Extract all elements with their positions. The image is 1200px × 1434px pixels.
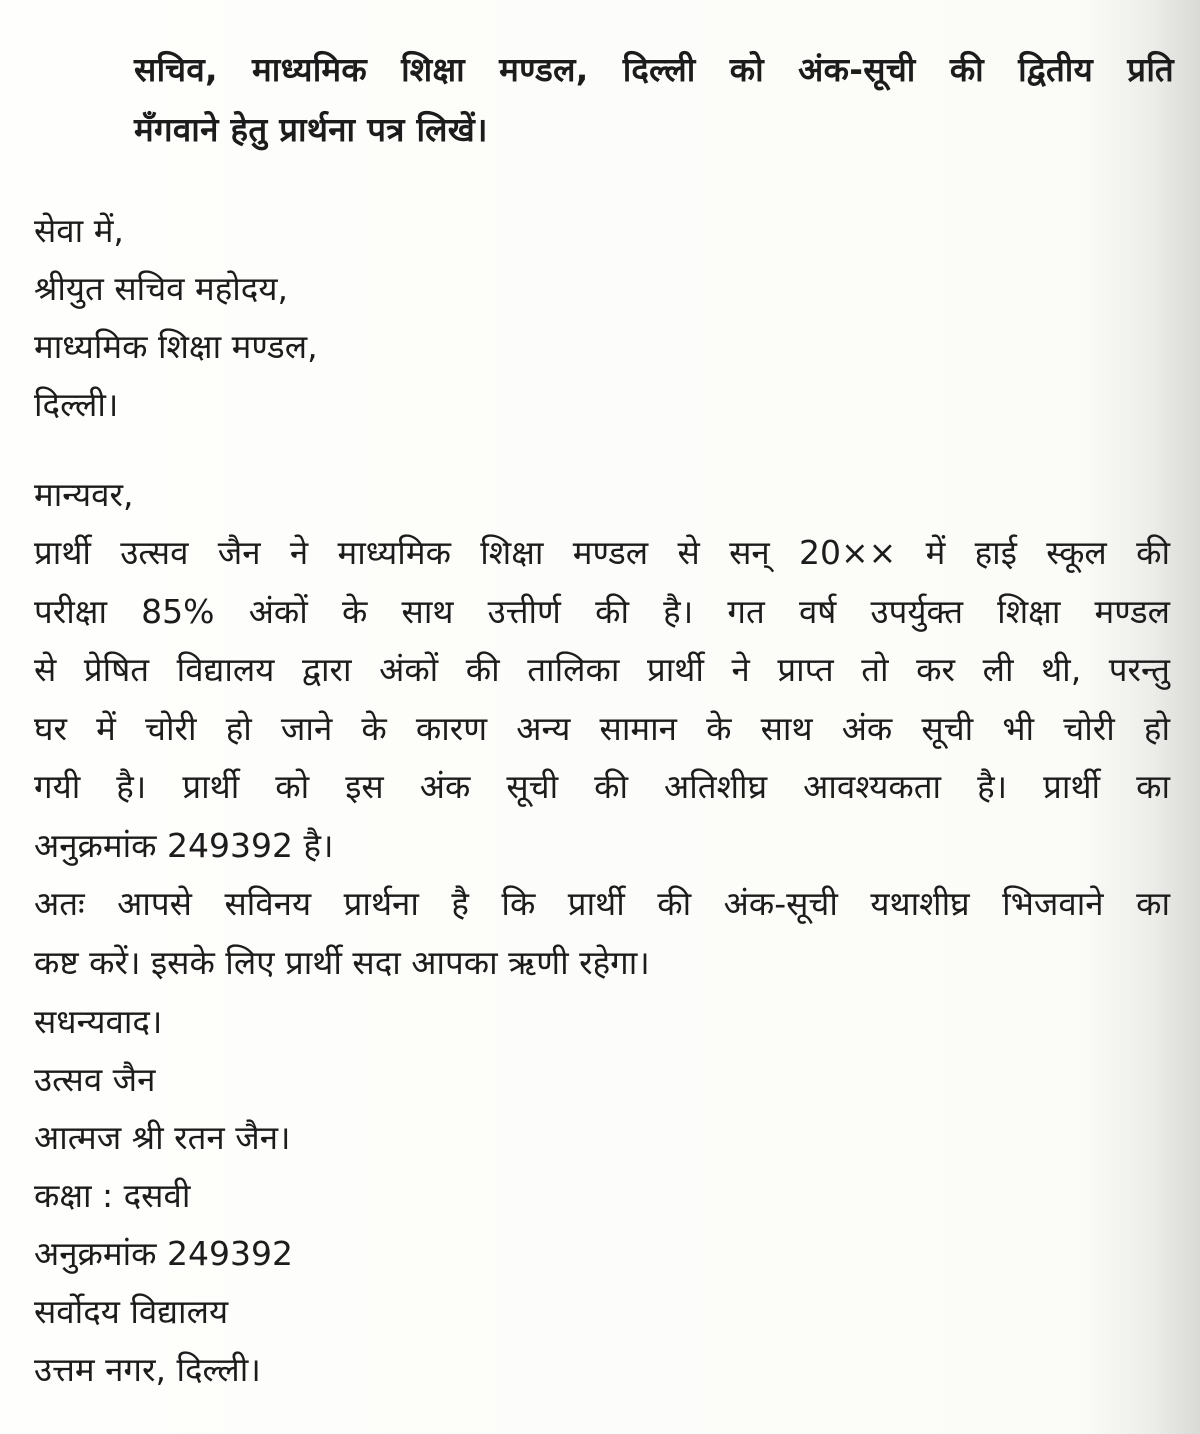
closing-thanks: सधन्यवाद। — [34, 1002, 163, 1041]
recipient-address — [34, 202, 1170, 434]
address-line: दिल्ली। — [34, 385, 119, 424]
sender-class: कक्षा : दसवी — [34, 1176, 191, 1215]
letter-body-paragraph-1 — [34, 524, 1170, 875]
sender-address: उत्तम नगर, दिल्ली। — [34, 1350, 261, 1389]
address-line: सेवा में, — [34, 211, 124, 250]
salutation-text: मान्यवर, — [34, 475, 134, 514]
body-line: गयी है। प्रार्थी को इस अंक सूची की अतिशीघ्र आवश्यकता है। प्रार्थी का — [34, 767, 1170, 806]
sender-parentage: आत्मज श्री रतन जैन। — [34, 1118, 291, 1157]
sender-school: सर्वोदय विद्यालय — [34, 1292, 229, 1331]
question-heading — [134, 40, 1174, 160]
sender-roll-number: अनुक्रमांक 249392 — [34, 1234, 293, 1273]
body-line: से प्रेषित विद्यालय द्वारा अंकों की तालिका प्रार्थी ने प्राप्त तो कर ली थी, परन्तु — [34, 650, 1170, 689]
letter-body-paragraph-2 — [34, 875, 1170, 992]
body-line: अनुक्रमांक 249392 है। — [34, 825, 334, 865]
body-line: प्रार्थी उत्सव जैन ने माध्यमिक शिक्षा मण्डल से सन् 20×× में हाई स्कूल की — [34, 533, 1170, 572]
salutation — [34, 466, 1170, 524]
body-line: अतः आपसे सविनय प्रार्थना है कि प्रार्थी की अंक-सूची यथाशीघ्र भिजवाने का — [34, 884, 1170, 923]
sender-name: उत्सव जैन — [34, 1060, 156, 1099]
letter-closing — [34, 993, 1170, 1399]
address-line: माध्यमिक शिक्षा मण्डल, — [34, 327, 318, 366]
body-line: घर में चोरी हो जाने के कारण अन्य सामान के साथ अंक सूची भी चोरी हो — [34, 708, 1170, 748]
heading-line: मँगवाने हेतु प्रार्थना पत्र लिखें। — [134, 110, 488, 149]
address-line: श्रीयुत सचिव महोदय, — [34, 269, 288, 308]
body-line: कष्ट करें। इसके लिए प्रार्थी सदा आपका ऋणी रहेगा। — [34, 942, 650, 982]
body-line: परीक्षा 85% अंकों के साथ उत्तीर्ण की है। गत वर्ष उपर्युक्त शिक्षा मण्डल — [34, 591, 1170, 631]
heading-line: सचिव, माध्यमिक शिक्षा मण्डल, दिल्ली को अंक-सूची की द्वितीय प्रति — [134, 50, 1174, 89]
